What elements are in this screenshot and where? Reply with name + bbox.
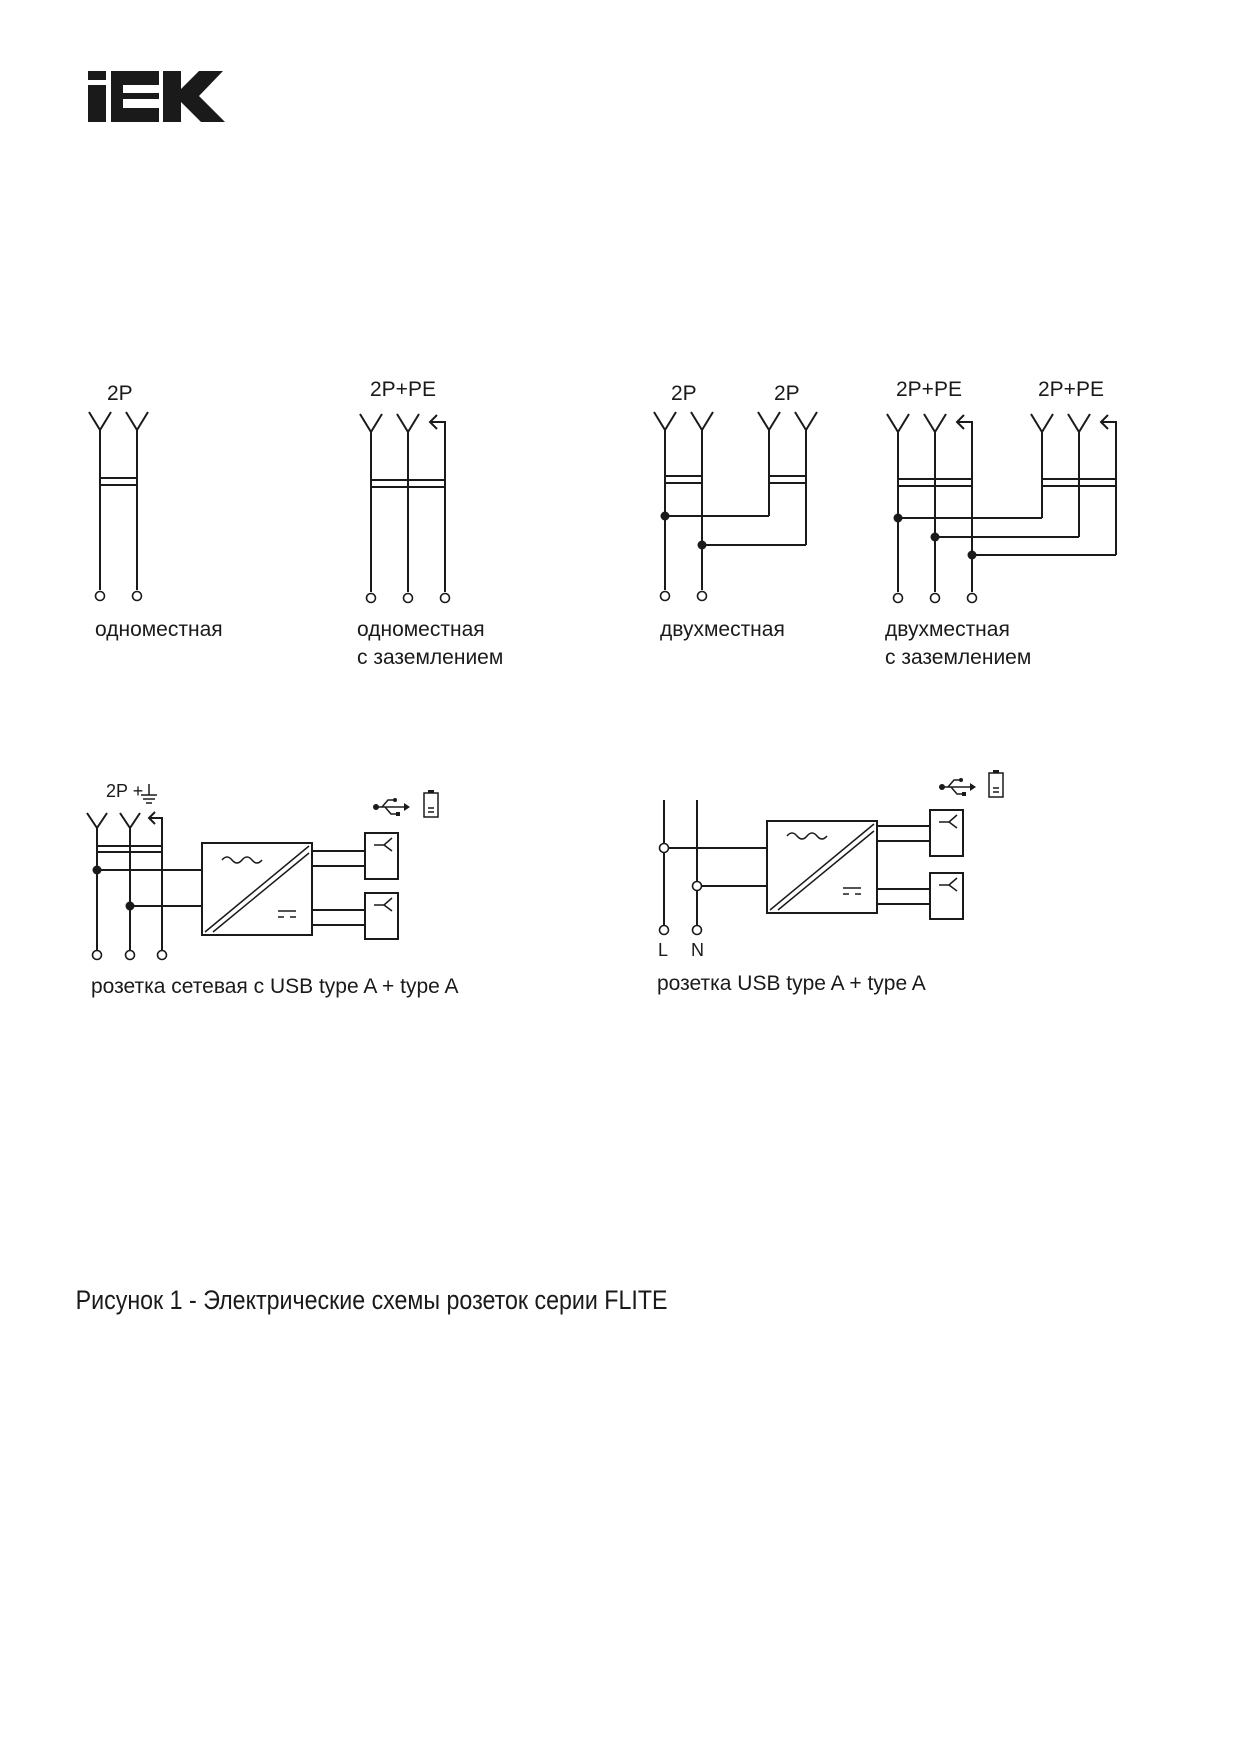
scheme-usb-only	[657, 770, 1003, 995]
usb-port-d	[930, 873, 963, 919]
usb-icon	[373, 798, 410, 816]
scheme-usb-outlet-label: 2P +	[106, 781, 144, 801]
scheme-single-ground-label: 2P+PE	[370, 378, 436, 401]
scheme-single-ground-caption-2: с заземлением	[357, 646, 504, 669]
scheme-single-ground	[357, 378, 503, 669]
terminal-l-label: L	[658, 940, 669, 960]
scheme-usb-only-caption: розетка USB type A + type A	[657, 972, 926, 995]
scheme-double-ground-label-left: 2P+PE	[896, 378, 962, 401]
scheme-double-ground-caption-2: с заземлением	[885, 646, 1032, 669]
usb-icon-2	[939, 778, 976, 796]
scheme-usb-outlet-caption: розетка сетевая с USB type A + type A	[91, 975, 459, 998]
battery-icon-2	[989, 770, 1003, 797]
figure-caption: Рисунок 1 - Электрические схемы розеток серии FLITE	[75, 1285, 668, 1316]
scheme-double-ground	[885, 378, 1116, 669]
ground-icon	[141, 784, 157, 803]
battery-icon	[424, 790, 438, 817]
scheme-double-label-left: 2P	[671, 382, 697, 405]
usb-port-c	[930, 810, 963, 856]
usb-port-a	[365, 833, 398, 879]
scheme-single-caption: одноместная	[95, 618, 223, 641]
scheme-single	[89, 382, 223, 641]
scheme-single-label: 2P	[107, 382, 133, 405]
scheme-double-label-right: 2P	[774, 382, 800, 405]
scheme-double	[654, 382, 817, 641]
scheme-double-ground-label-right: 2P+PE	[1038, 378, 1104, 401]
iek-logo	[88, 71, 225, 122]
scheme-single-ground-caption-1: одноместная	[357, 618, 485, 641]
terminal-n-label: N	[691, 940, 704, 960]
scheme-double-caption: двухместная	[660, 618, 785, 641]
usb-port-b	[365, 893, 398, 939]
scheme-double-ground-caption-1: двухместная	[885, 618, 1010, 641]
scheme-usb-outlet	[87, 781, 459, 998]
